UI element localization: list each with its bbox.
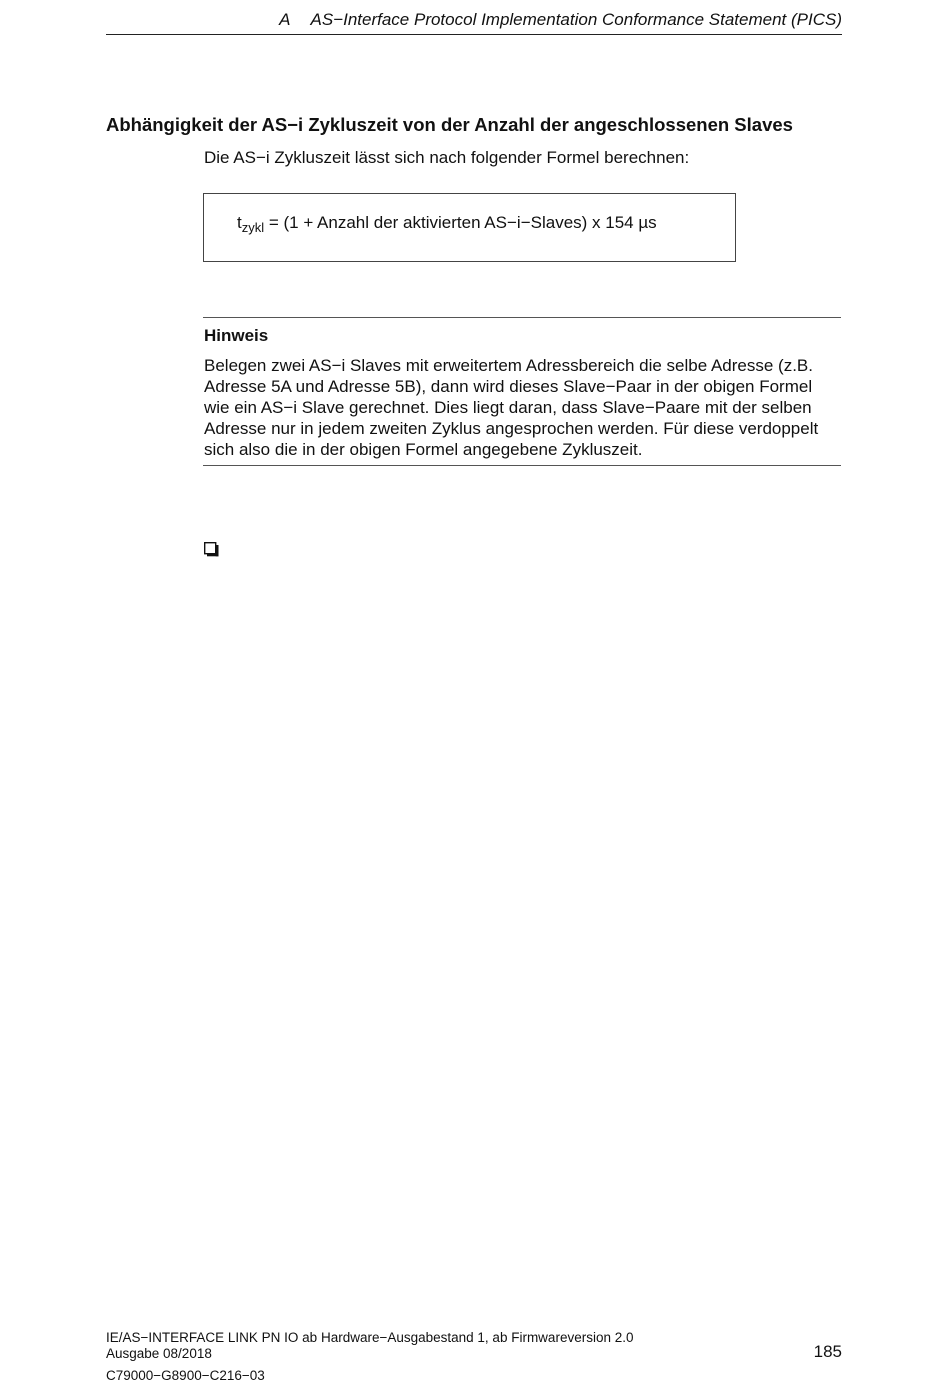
page-number: 185 [813, 1342, 842, 1361]
page-footer [106, 1330, 633, 1384]
formula-symbol: t [237, 213, 242, 232]
footer-order-number: C79000−G8900−C216−03 [106, 1368, 265, 1383]
footer-edition: Ausgabe 08/2018 [106, 1346, 212, 1361]
appendix-title: AS−Interface Protocol Implementation Conformance Statement (PICS) [310, 10, 842, 29]
formula-box [203, 193, 736, 262]
footer-product: IE/AS−INTERFACE LINK PN IO ab Hardware−Ausgabestand 1, ab Firmwareversion 2.0 [106, 1330, 634, 1345]
formula-subscript: zykl [241, 220, 265, 235]
appendix-letter: A [279, 10, 291, 29]
formula-expression: = (1 + Anzahl der aktivierten AS−i−Slaves) x 154 µs [264, 213, 657, 232]
end-of-section-box-icon [204, 542, 219, 557]
note-body: Belegen zwei AS−i Slaves mit erweitertem Adressbereich die selbe Adresse (z.B. Adresse 5A und Adresse 5B), dann wird dieses Slave−Paar in der obigen Formel wie ein AS−i Slave gerechnet. Dies liegt daran, dass Slave−Paare mit der selben Adresse nur in jedem zweiten Zyklus angesprochen werden. Für diese verdoppelt sich also die in der obigen Formel angegebene Zykluszeit. [204, 356, 819, 459]
note-box [203, 317, 841, 466]
header-title [279, 10, 842, 30]
formula [237, 213, 657, 235]
note-title: Hinweis [204, 326, 269, 345]
section-title: Abhängigkeit der AS−i Zykluszeit von der Anzahl der angeschlossenen Slaves [106, 114, 793, 135]
page-header [106, 8, 842, 35]
intro-text: Die AS−i Zykluszeit lässt sich nach folgender Formel berechnen: [204, 148, 690, 167]
